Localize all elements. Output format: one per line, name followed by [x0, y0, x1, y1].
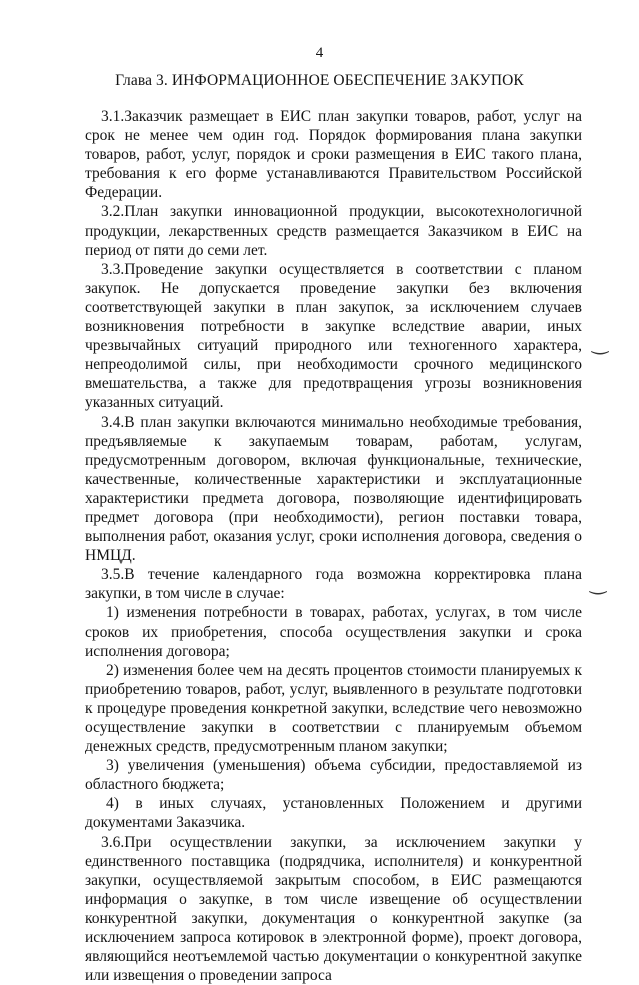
- paragraph-3-5: 3.5.В течение календарного года возможна корректировка плана закупки, в том числе в случае:: [85, 566, 582, 603]
- page-number: 4: [315, 45, 324, 61]
- paragraph-3-4: 3.4.В план закупки включаются минимально необходимые требования, предъявляемые к закупаемым товарам, работам, услугам, предусмотренным договором, включая функциональные, технические, качественные, количественные характеристики и эксплуатационные характеристики предмета договора, позволяющие идентифицировать предмет договора (при необходимости), регион поставки товара, выполнения работ, оказания услуг, сроки исполнения договора, сведения о НМЦД.: [85, 413, 582, 565]
- list-item-3: 3) увеличения (уменьшения) объема субсидии, предоставляемой из областного бюджета;: [85, 757, 582, 794]
- list-item-4: 4) в иных случаях, установленных Положением и другими документами Заказчика.: [85, 795, 582, 832]
- margin-mark-icon: ‿: [592, 333, 609, 355]
- list-item-1: 1) изменения потребности в товарах, работах, услугах, в том числе сроков их приобретения, способа осуществления закупки и срока исполнения договора;: [85, 604, 582, 660]
- paragraph-3-1: 3.1.Заказчик размещает в ЕИС план закупки товаров, работ, услуг на срок не менее чем один год. Порядок формирования плана закупки товаров, работ, услуг, порядок и сроки размещения в ЕИС такого плана, требования к его форме устанавливаются Правительством Российской Федерации.: [85, 108, 582, 202]
- paragraph-3-3: 3.3.Проведение закупки осуществляется в соответствии с планом закупок. Не допускается проведение закупки без включения соответствующей закупки в план закупок, за исключением случаев возникновения потребности в закупке вследствие аварии, иных чрезвычайных ситуаций природного или техногенного характера, непреодолимой силы, при необходимости срочного медицинского вмешательства, а также для предотвращения угрозы возникновения указанных ситуаций.: [85, 260, 582, 412]
- document-body: [85, 107, 582, 985]
- paragraph-3-6: 3.6.При осуществлении закупки, за исключением закупки у единственного поставщика (подрядчика, исполнителя) и конкурентной закупки, осуществляемой закрытым способом, в ЕИС размещаются информация о закупке, в том числе извещение об осуществлении конкурентной закупки, документация о конкурентной закупке (за исключением запроса котировок в электронной форме), проект договора, являющийся неотъемлемой частью документации о конкурентной закупке или извещения о проведении запроса: [85, 833, 582, 985]
- chapter-title: Глава 3. ИНФОРМАЦИОННОЕ ОБЕСПЕЧЕНИЕ ЗАКУПОК: [115, 72, 524, 89]
- margin-mark-icon: ‿: [590, 573, 607, 595]
- list-item-2: 2) изменения более чем на десять процентов стоимости планируемых к приобретению товаров, работ, услуг, выявленного в результате подготовки к процедуре проведения конкретной закупки, вследствие чего невозможно осуществление закупки в соответствии с планируемым объемом денежных средств, предусмотренным планом закупки;: [85, 661, 582, 756]
- paragraph-3-2: 3.2.План закупки инновационной продукции, высокотехнологичной продукции, лекарственных средств размещается Заказчиком в ЕИС на период от пяти до семи лет.: [85, 203, 582, 259]
